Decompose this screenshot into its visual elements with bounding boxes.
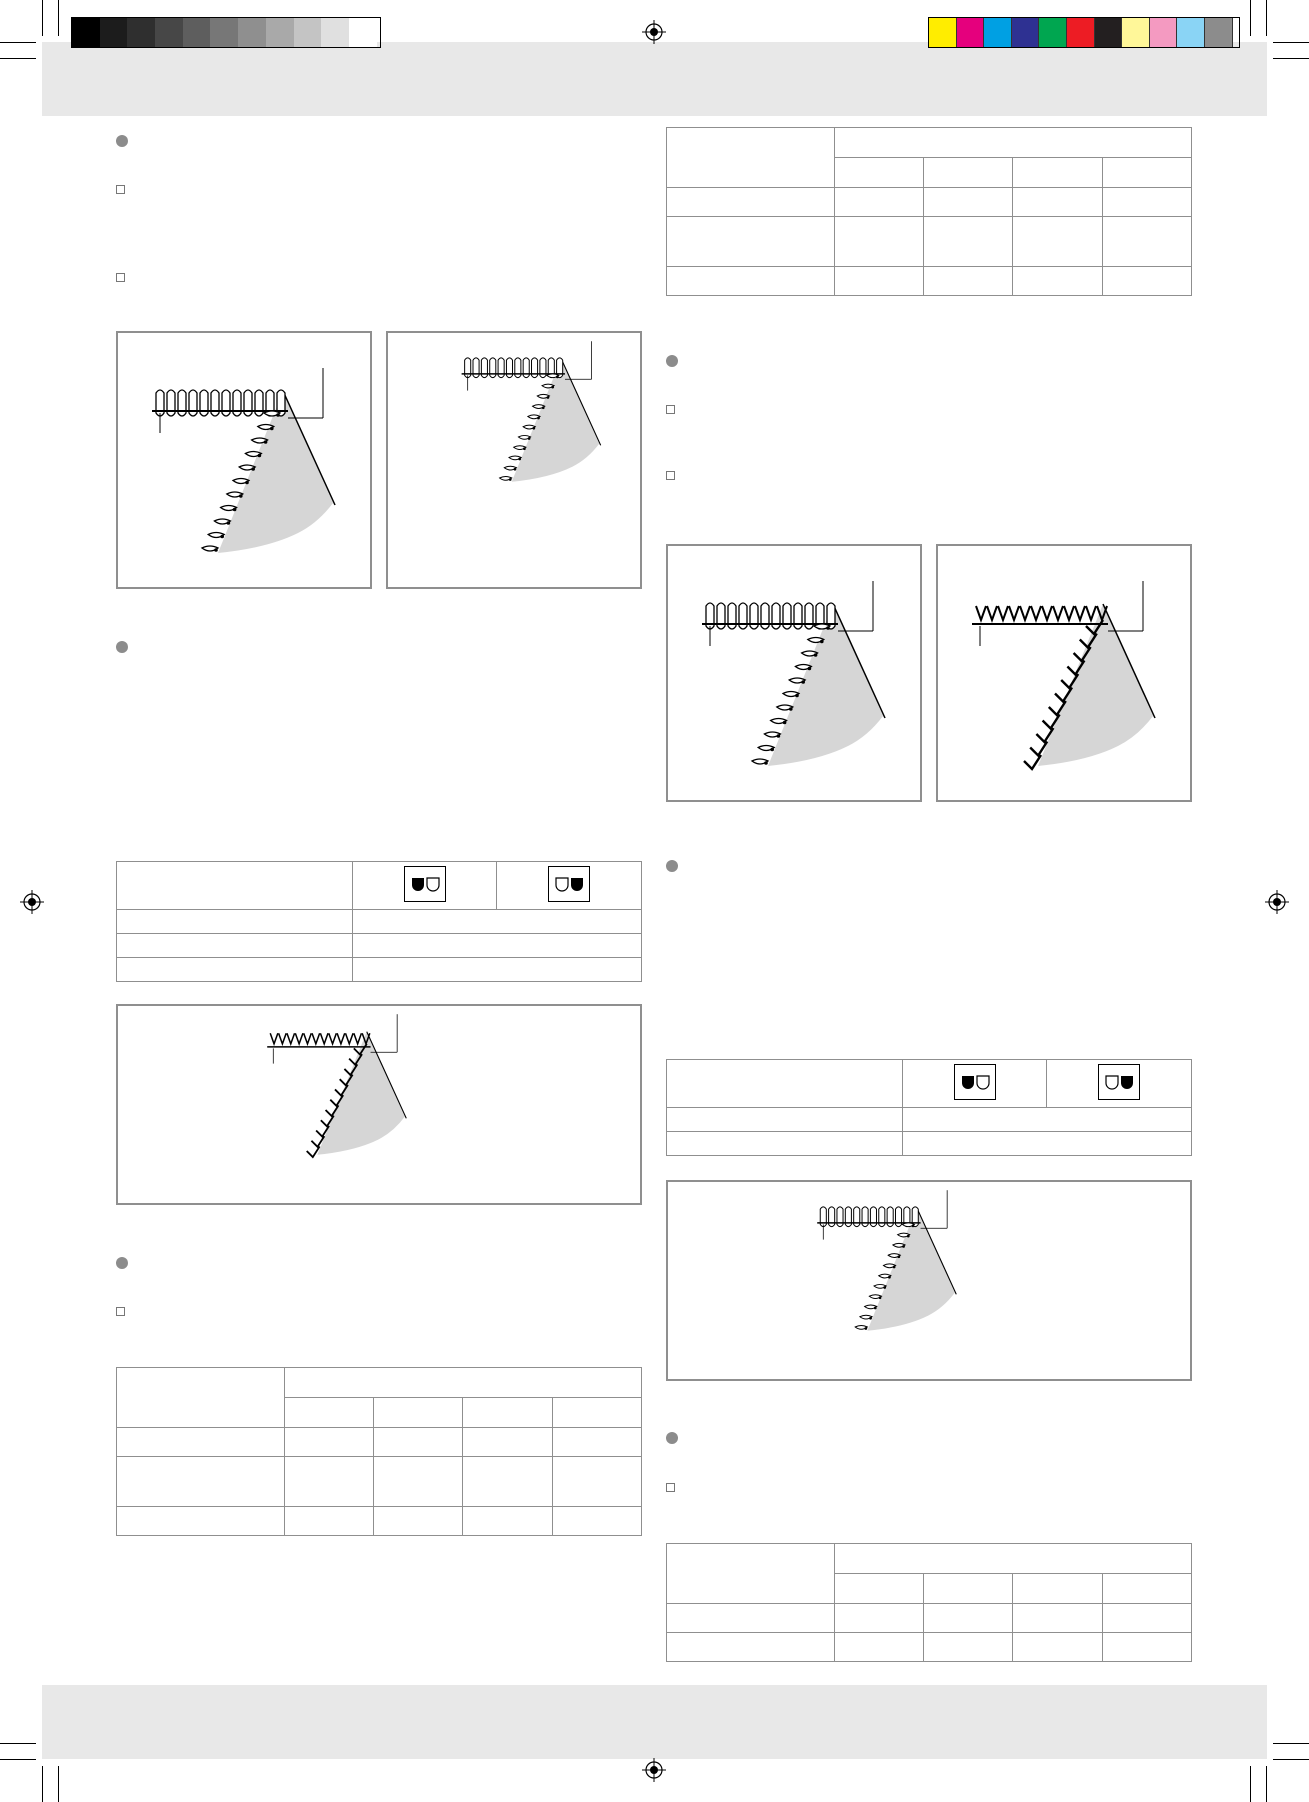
overlock-stitch-diagram-icon [118,333,370,587]
section-bullet [116,1257,128,1269]
gray-swatch [127,18,155,47]
color-swatch [984,18,1012,47]
overlock-stitch-diagram-icon [388,333,640,587]
process-color-bar [928,17,1240,48]
stitch-figure [666,1180,1192,1381]
stitch-figure [666,544,922,802]
crop-mark [0,1759,36,1760]
header-band [42,42,1267,116]
step-checkbox [116,185,125,194]
registration-crosshair-icon [642,20,666,44]
color-swatch [957,18,985,47]
crop-mark [58,0,59,36]
gray-swatch [321,18,349,47]
gray-swatch [155,18,183,47]
crop-mark [0,1743,36,1744]
gray-swatch [100,18,128,47]
needle-position-left-icon [954,1064,996,1100]
step-checkbox [666,405,675,414]
crop-mark [1266,0,1267,36]
step-checkbox [116,273,125,282]
crop-mark [1250,1766,1251,1802]
crop-mark [42,0,43,36]
crop-mark [1250,0,1251,36]
color-swatch [1012,18,1040,47]
needle-position-right-icon [548,866,590,902]
gray-swatch [183,18,211,47]
needle-position-right-icon [1098,1064,1140,1100]
crop-mark [42,1766,43,1802]
registration-crosshair-icon [1265,890,1289,914]
crop-mark [1273,58,1309,59]
crop-mark [0,58,36,59]
footer-band [42,1685,1267,1759]
section-bullet [666,860,678,872]
crop-mark [0,42,36,43]
registration-crosshair-icon [642,1758,666,1782]
gray-swatch [266,18,294,47]
crop-mark [58,1766,59,1802]
stitch-figure [116,1004,642,1205]
crop-mark [1273,1743,1309,1744]
stitch-figure [936,544,1192,802]
color-swatch [929,18,957,47]
needle-position-left-icon [404,866,446,902]
section-bullet [666,355,678,367]
gray-swatch [349,18,377,47]
color-swatch [1095,18,1123,47]
section-bullet [116,135,128,147]
stitch-figure [116,331,372,589]
crop-mark [1273,42,1309,43]
needle-position-table [116,861,642,982]
registration-crosshair-icon [20,890,44,914]
color-swatch [1122,18,1150,47]
overlock-stitch-diagram-icon [668,1182,1190,1379]
gray-swatch [294,18,322,47]
color-swatch [1205,18,1233,47]
color-swatch [1067,18,1095,47]
grayscale-color-bar [71,17,381,48]
step-checkbox [666,471,675,480]
step-checkbox [666,1483,675,1492]
settings-table [666,1543,1192,1662]
section-bullet [116,641,128,653]
color-swatch [1150,18,1178,47]
crop-mark [1266,1766,1267,1802]
gray-swatch [210,18,238,47]
gray-swatch [238,18,266,47]
crop-mark [1273,1759,1309,1760]
overlock-stitch-diagram-icon [118,1006,640,1203]
overlock-stitch-diagram-icon [938,546,1190,800]
section-bullet [666,1432,678,1444]
settings-table [116,1367,642,1536]
stitch-figure [386,331,642,589]
gray-swatch [72,18,100,47]
color-swatch [1177,18,1205,47]
settings-table [666,127,1192,296]
color-swatch [1039,18,1067,47]
overlock-stitch-diagram-icon [668,546,920,800]
step-checkbox [116,1307,125,1316]
needle-position-table [666,1059,1192,1156]
